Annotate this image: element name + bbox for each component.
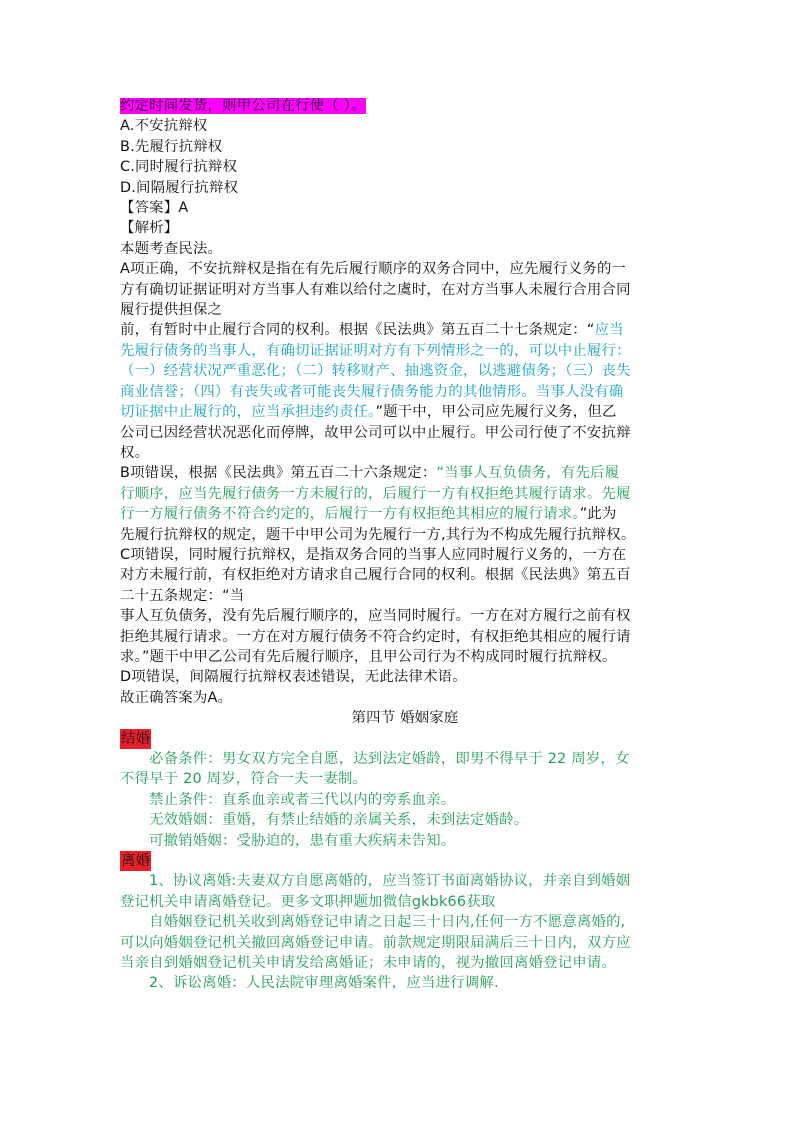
text-run: ”题干中，甲公司应先履行义务，但乙 <box>375 404 617 421</box>
analysis-label: 【解析】 <box>120 220 179 237</box>
analysis-line <box>120 504 690 524</box>
analysis-line: 先履行抗辩权的规定，题干中甲公司为先履行一方,其行为不构成先履行抗辩权。 <box>120 526 636 543</box>
text-run: 前，有暂时中止履行合同的权利。根据《民法典》第五百二十七条规定：“ <box>120 322 595 339</box>
analysis-line: 求。”题干中甲乙公司有先后履行顺序，且甲公司行为不构成同时履行抗辩权。 <box>120 648 617 665</box>
analysis-line: D项错误，间隔履行抗辩权表述错误，无此法律术语。 <box>120 669 467 686</box>
analysis-line: C项错误，同时履行抗辩权，是指双务合同的当事人应同时履行义务的，一方在 <box>120 546 627 563</box>
option-c: C.同时履行抗辩权 <box>120 159 238 176</box>
analysis-line <box>120 320 690 340</box>
analysis-line: 对方未履行前，有权拒绝对方请求自己履行合同的权利。根据《民法典》第五百 <box>120 567 631 584</box>
analysis-line: A项正确，不安抗辩权是指在有先后履行顺序的双务合同中，应先履行义务的一 <box>120 261 627 278</box>
analysis-line: 故正确答案为A。 <box>120 689 233 706</box>
analysis-line: 履行提供担保之 <box>120 302 223 319</box>
analysis-line: 事人互负债务，没有先后履行顺序的，应当同时履行。一方在对方履行之前有权 <box>120 608 631 625</box>
document-page <box>120 96 690 994</box>
analysis-line: 权。 <box>120 444 150 461</box>
option-b: B.先履行抗辩权 <box>120 138 223 155</box>
analysis-line: 二十五条规定：“当 <box>120 587 245 604</box>
marriage-line: 禁止条件：直系血亲或者三代以内的旁系血亲。 <box>149 791 456 808</box>
divorce-line: 可以向婚姻登记机关撤回离婚登记申请。前款规定期限届满后三十日内，双方应 <box>120 934 631 951</box>
divorce-line: 登记机关申请离婚登记。更多文职押题加微信gkbk66获取 <box>120 893 496 910</box>
divorce-line: 1、协议离婚:夫妻双方自愿离婚的，应当签订书面离婚协议，并亲自到婚姻 <box>149 873 631 890</box>
marriage-line: 无效婚姻：重婚，有禁止结婚的亲属关系，未到法定婚龄。 <box>149 812 529 829</box>
marriage-line: 必备条件：男女双方完全自愿，达到法定婚龄，即男不得早于 22 周岁，女 <box>149 751 630 767</box>
analysis-line <box>120 402 690 422</box>
section-title: 第四节 婚姻家庭 <box>351 710 459 727</box>
marriage-tag: 结婚 <box>120 729 151 749</box>
analysis-line <box>120 463 690 483</box>
analysis-line: 方有确切证据证明对方当事人有难以给付之虞时，在对方当事人未履行合用合同 <box>120 281 631 298</box>
quoted-law: （一）经营状况严重恶化；（二）转移财产、抽逃资金，以逃避债务；（三）丧失 <box>120 363 631 380</box>
quoted-law: 先履行债务的当事人，有确切证据证明对方有下列情形之一的，可以中止履行： <box>120 342 631 359</box>
quoted-law: 应当 <box>594 322 624 339</box>
divorce-tag: 离婚 <box>120 851 151 871</box>
quoted-law: 切证据中止履行的，应当承担违约责任。 <box>120 404 376 421</box>
text-run: B项错误，根据《民法典》第五百二十六条规定： <box>120 465 437 482</box>
text-run: ”此为 <box>579 506 617 523</box>
divorce-line: 当亲自到婚姻登记机关申请发给离婚证；未申请的，视为撤回离婚登记申请。 <box>120 955 617 972</box>
quoted-law: “当事人互负债务，有先后履 <box>436 465 620 482</box>
answer-line: 【答案】A <box>120 200 189 217</box>
option-d: D.间隔履行抗辩权 <box>120 179 239 196</box>
option-a: A.不安抗辩权 <box>120 118 208 135</box>
marriage-line: 可撤销婚姻：受胁迫的，患有重大疾病未告知。 <box>149 832 456 849</box>
analysis-line: 拒绝其履行请求。一方在对方履行债务不符合约定时，有权拒绝其相应的履行请 <box>120 628 631 645</box>
question-stem: 约定时间发货，则甲公司在行使（ ）。 <box>120 98 366 114</box>
divorce-line: 自婚姻登记机关收到离婚登记申请之日起三十日内,任何一方不愿意离婚的, <box>149 914 626 931</box>
quoted-law: 商业信誉；（四）有丧失或者可能丧失履行债务能力的其他情形。当事人没有确 <box>120 383 624 400</box>
quoted-law: 行顺序，应当先履行债务一方未履行的，后履行一方有权拒绝其履行请求。先履 <box>120 485 631 502</box>
quoted-law: 行一方履行债务不符合约定的，后履行一方有权拒绝其相应的履行请求。 <box>120 506 580 523</box>
marriage-line: 不得早于 20 周岁，符合一夫一妻制。 <box>120 771 368 788</box>
divorce-line: 2、诉讼离婚：人民法院审理离婚案件，应当进行调解. <box>149 975 499 992</box>
analysis-line: 本题考查民法。 <box>120 240 223 257</box>
analysis-line: 公司已因经营状况恶化而停牌，故甲公司可以中止履行。甲公司行使了不安抗辩 <box>120 424 631 441</box>
